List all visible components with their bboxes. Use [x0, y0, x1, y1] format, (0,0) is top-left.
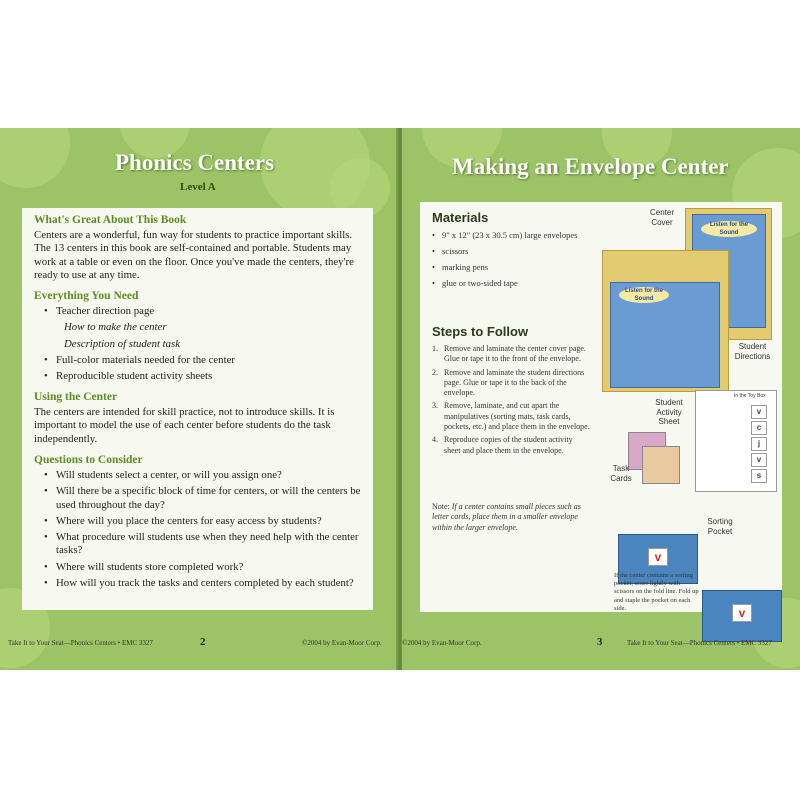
step-number: 2. [432, 367, 438, 377]
list-item: • glue or two-sided tape [432, 278, 582, 289]
letter-box: v [751, 453, 767, 467]
letter-box: s [751, 469, 767, 483]
list-item: • scissors [432, 246, 582, 257]
list-item: • 9" x 12" (23 x 30.5 cm) large envelopes [432, 230, 582, 241]
step-item [432, 435, 590, 456]
letter-box: c [751, 421, 767, 435]
section-text: The centers are intended for skill practice, not to introduce skills. It is important to model the use of each center before students do the task independently. [34, 406, 335, 445]
step-item [432, 401, 590, 432]
sheet-title: In the Toy Box [734, 393, 766, 399]
activity-sheet [695, 390, 777, 492]
pocket-letter: v [648, 548, 668, 566]
step-number: 1. [432, 344, 438, 353]
list-item: • marking pens [432, 262, 582, 273]
label-sorting-pocket: Sorting Pocket [707, 517, 733, 536]
list-item: • Where will you place the centers for easy access by students? [44, 515, 362, 528]
list-item: • Teacher direction page [44, 305, 362, 318]
section-heading: Questions to Consider [34, 454, 143, 466]
step-number: 3. [432, 401, 438, 411]
step-number: 4. [432, 435, 438, 445]
card-title: Listen for the Sound [701, 221, 757, 237]
note-text: If a center contains small pieces such as letter cards, place them in a smaller envelope within the larger envelope. [432, 502, 581, 532]
list-item: • Where will students store completed work? [44, 561, 362, 574]
questions-list [44, 469, 362, 593]
needs-list [44, 305, 362, 386]
list-item: • What procedure will students use when they need help with the center tasks? [44, 531, 362, 558]
student-directions-card [610, 282, 720, 388]
pocket-letter: v [732, 604, 752, 622]
note [432, 502, 582, 533]
section-heading: Using the Center [34, 391, 118, 403]
left-page [0, 128, 398, 670]
pocket-caption: If the center contains a sorting pocket, score lightly with scissors on the fold line. Fold up and staple the pocket on each side. [614, 572, 699, 612]
task-card [642, 446, 680, 484]
list-item: How to make the center [64, 321, 167, 334]
letter-box: j [751, 437, 767, 451]
label-task-cards: Task Cards [610, 464, 632, 483]
step-item [432, 368, 590, 399]
list-item: • Full-color materials needed for the center [44, 354, 362, 367]
step-text: Remove and laminate the center cover page. Glue or tape it to the front of the envelope. [444, 344, 586, 364]
page-title: Phonics Centers [115, 150, 275, 175]
label-center-cover: Center Cover [649, 208, 674, 227]
book-spread [0, 128, 800, 670]
list-item: Description of student task [64, 337, 181, 350]
step-text: Reproduce copies of the student activity sheet and place them in the envelope. [444, 435, 573, 455]
decor-circle [0, 128, 70, 188]
list-item: • How will you track the tasks and centers completed by each student? [44, 577, 362, 590]
footer-left: ©2004 by Evan-Moor Corp. [402, 639, 482, 647]
step-item [432, 344, 590, 365]
content-panel [22, 208, 373, 610]
note-label: Note: [432, 502, 450, 511]
footer-right: Take It to Your Seat—Phonics Centers • EMC 3327 [627, 639, 772, 647]
letter-box: v [751, 405, 767, 419]
section-heading: What's Great About This Book [34, 214, 187, 226]
footer-left: Take It to Your Seat—Phonics Centers • EMC 3327 [8, 639, 153, 647]
step-text: Remove, laminate, and cut apart the manipulatives (sorting mats, task cards, pockets, etc.) and place them in the envelope. [444, 401, 590, 432]
section-text: Centers are a wonderful, fun way for students to practice important skills. The 13 centers in this book are self-contained and portable. Students may work at a table or even on the floor. Once you've made the centers, they're ready to use at any time. [34, 229, 354, 281]
page-number: 3 [597, 636, 603, 648]
level-label: Level A [180, 181, 216, 193]
list-item: • Will students select a center, or will you assign one? [44, 469, 362, 482]
list-item: • Will there be a specific block of time for centers, or will the centers be used throughout the day? [44, 485, 362, 512]
right-page [402, 128, 800, 670]
step-text: Remove and laminate the student directions page. Glue or tape it to the back of the envelope. [444, 367, 585, 398]
steps-heading: Steps to Follow [432, 324, 529, 339]
materials-list [432, 230, 582, 294]
label-student-activity-sheet: Student Activity Sheet [655, 398, 683, 426]
footer-right: ©2004 by Evan-Moor Corp. [302, 639, 382, 647]
steps-list [432, 344, 590, 459]
page-number: 2 [200, 636, 206, 648]
content-panel [420, 202, 782, 620]
card-title: Listen for the Sound [619, 287, 669, 303]
materials-heading: Materials [432, 210, 489, 225]
page-title: Making an Envelope Center [452, 154, 729, 179]
section-heading: Everything You Need [34, 290, 139, 302]
list-item: • Reproducible student activity sheets [44, 370, 362, 383]
label-student-directions: Student Directions [734, 342, 771, 361]
